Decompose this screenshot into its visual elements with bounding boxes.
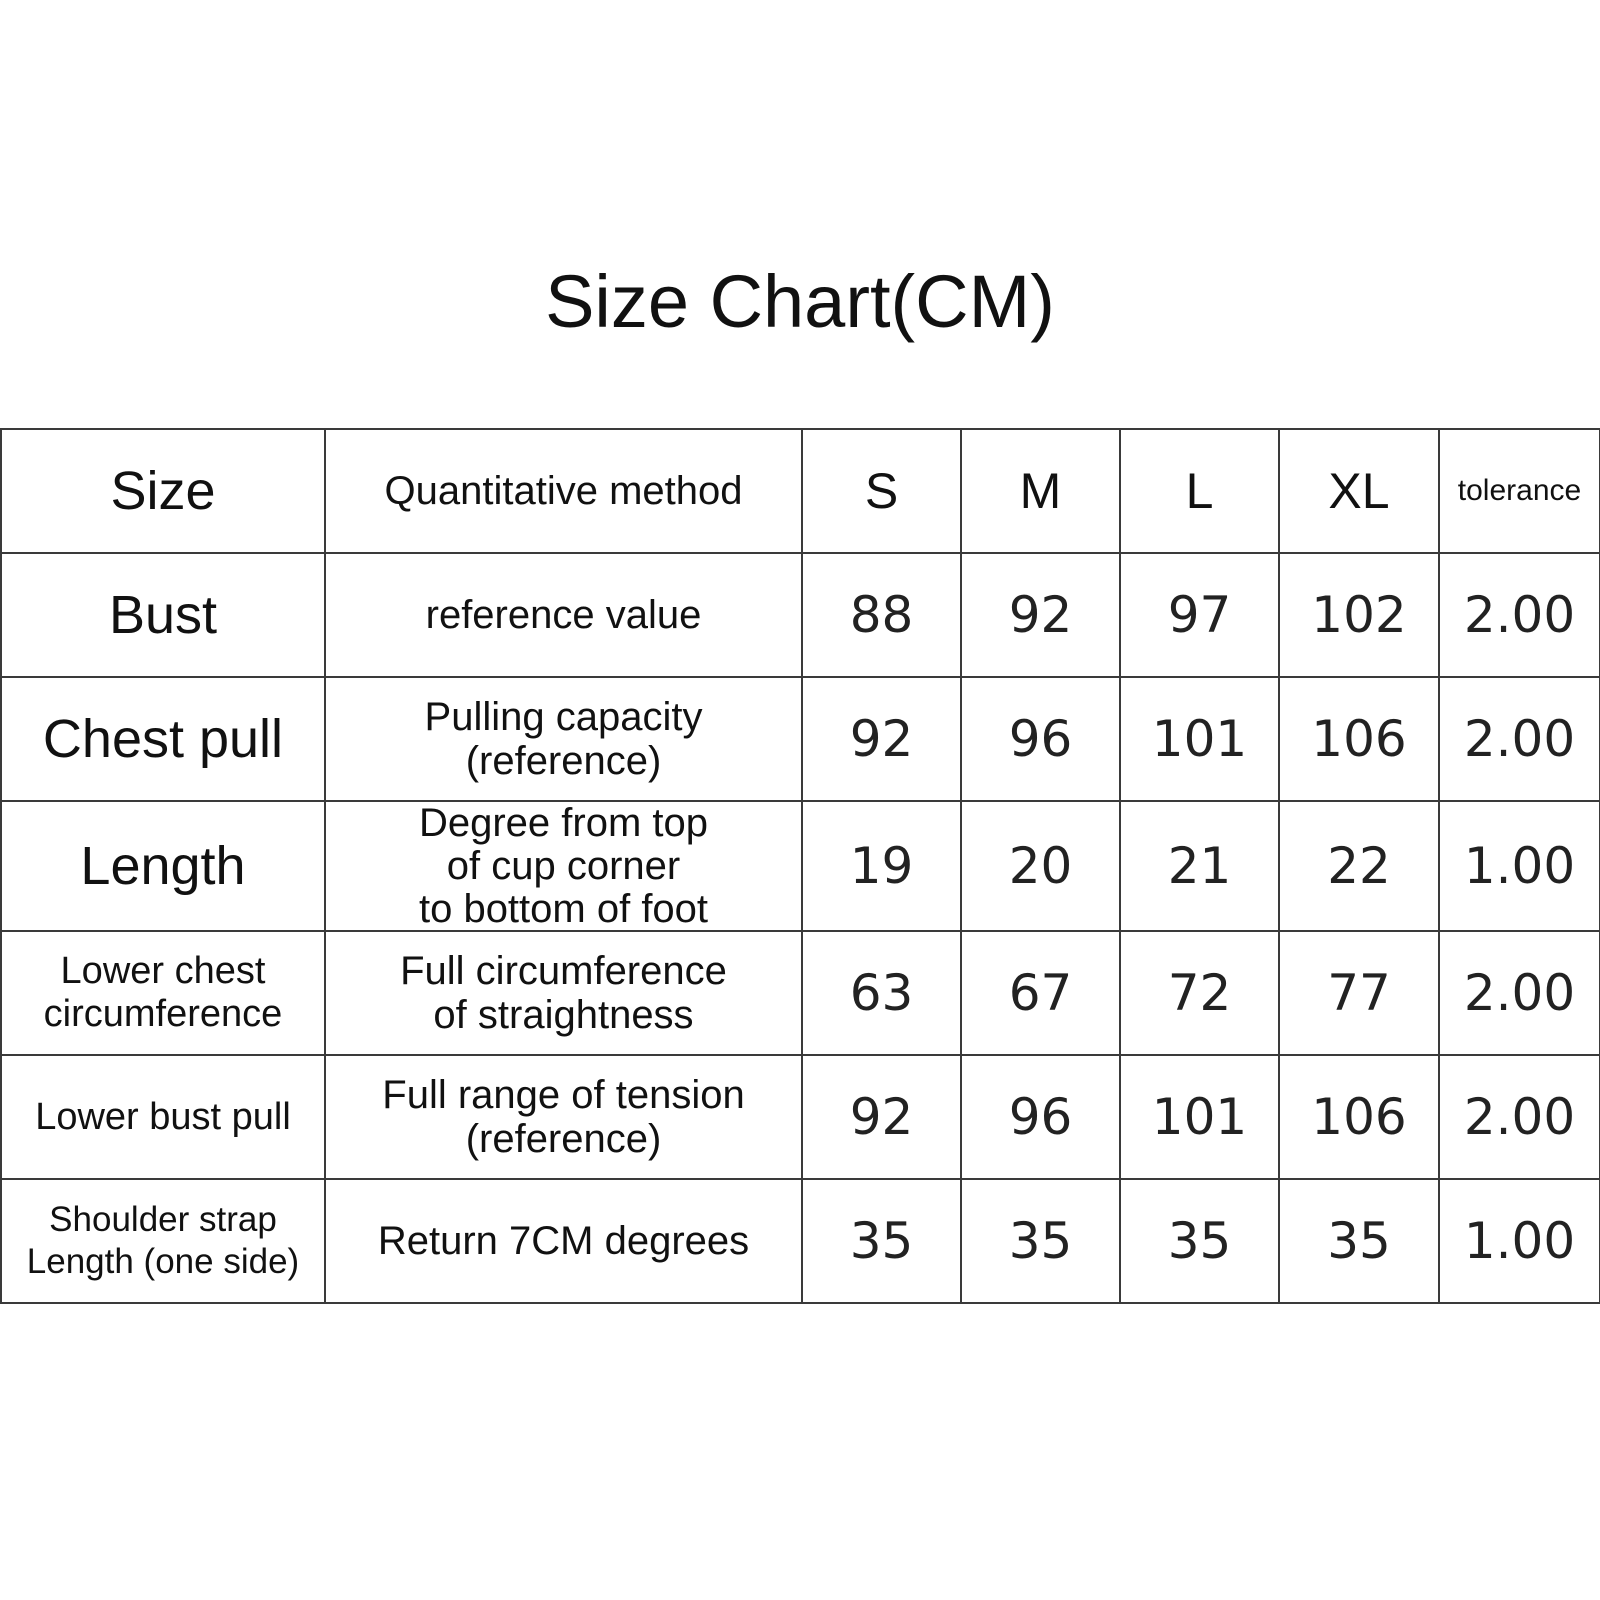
cell-l: 21: [1120, 801, 1279, 931]
cell-l: 72: [1120, 931, 1279, 1055]
cell-l: 101: [1120, 677, 1279, 801]
row-label: Shoulder strap Length (one side): [1, 1179, 325, 1303]
row-label: Lower bust pull: [1, 1055, 325, 1179]
row-method: Degree from top of cup corner to bottom of foot: [325, 801, 802, 931]
row-method: Full circumference of straightness: [325, 931, 802, 1055]
row-label: Bust: [1, 553, 325, 677]
cell-m: 96: [961, 1055, 1120, 1179]
cell-xl: 106: [1279, 1055, 1439, 1179]
header-size-xl: XL: [1279, 429, 1439, 553]
cell-s: 88: [802, 553, 961, 677]
cell-tolerance: 1.00: [1439, 801, 1600, 931]
cell-xl: 102: [1279, 553, 1439, 677]
cell-s: 63: [802, 931, 961, 1055]
header-size-s: S: [802, 429, 961, 553]
cell-tolerance: 1.00: [1439, 1179, 1600, 1303]
row-method: Return 7CM degrees: [325, 1179, 802, 1303]
cell-tolerance: 2.00: [1439, 553, 1600, 677]
size-chart-table: [0, 428, 1600, 1304]
row-label: Length: [1, 801, 325, 931]
header-row: [1, 429, 1600, 553]
row-label: Chest pull: [1, 677, 325, 801]
cell-m: 35: [961, 1179, 1120, 1303]
cell-xl: 106: [1279, 677, 1439, 801]
cell-xl: 35: [1279, 1179, 1439, 1303]
cell-l: 35: [1120, 1179, 1279, 1303]
cell-s: 35: [802, 1179, 961, 1303]
header-method: Quantitative method: [325, 429, 802, 553]
cell-s: 19: [802, 801, 961, 931]
cell-m: 96: [961, 677, 1120, 801]
table-row: [1, 931, 1600, 1055]
cell-l: 101: [1120, 1055, 1279, 1179]
table-row: [1, 677, 1600, 801]
cell-tolerance: 2.00: [1439, 1055, 1600, 1179]
header-size: Size: [1, 429, 325, 553]
row-label: Lower chest circumference: [1, 931, 325, 1055]
page-title: Size Chart(CM): [545, 260, 1055, 343]
table-row: [1, 1055, 1600, 1179]
cell-m: 92: [961, 553, 1120, 677]
cell-s: 92: [802, 1055, 961, 1179]
table-row: [1, 553, 1600, 677]
cell-tolerance: 2.00: [1439, 931, 1600, 1055]
cell-m: 67: [961, 931, 1120, 1055]
cell-xl: 22: [1279, 801, 1439, 931]
header-size-m: M: [961, 429, 1120, 553]
header-tolerance: tolerance: [1439, 429, 1600, 553]
row-method: Pulling capacity (reference): [325, 677, 802, 801]
table-row: [1, 801, 1600, 931]
header-size-l: L: [1120, 429, 1279, 553]
cell-xl: 77: [1279, 931, 1439, 1055]
row-method: Full range of tension (reference): [325, 1055, 802, 1179]
cell-l: 97: [1120, 553, 1279, 677]
cell-m: 20: [961, 801, 1120, 931]
cell-s: 92: [802, 677, 961, 801]
cell-tolerance: 2.00: [1439, 677, 1600, 801]
row-method: reference value: [325, 553, 802, 677]
table-row: [1, 1179, 1600, 1303]
